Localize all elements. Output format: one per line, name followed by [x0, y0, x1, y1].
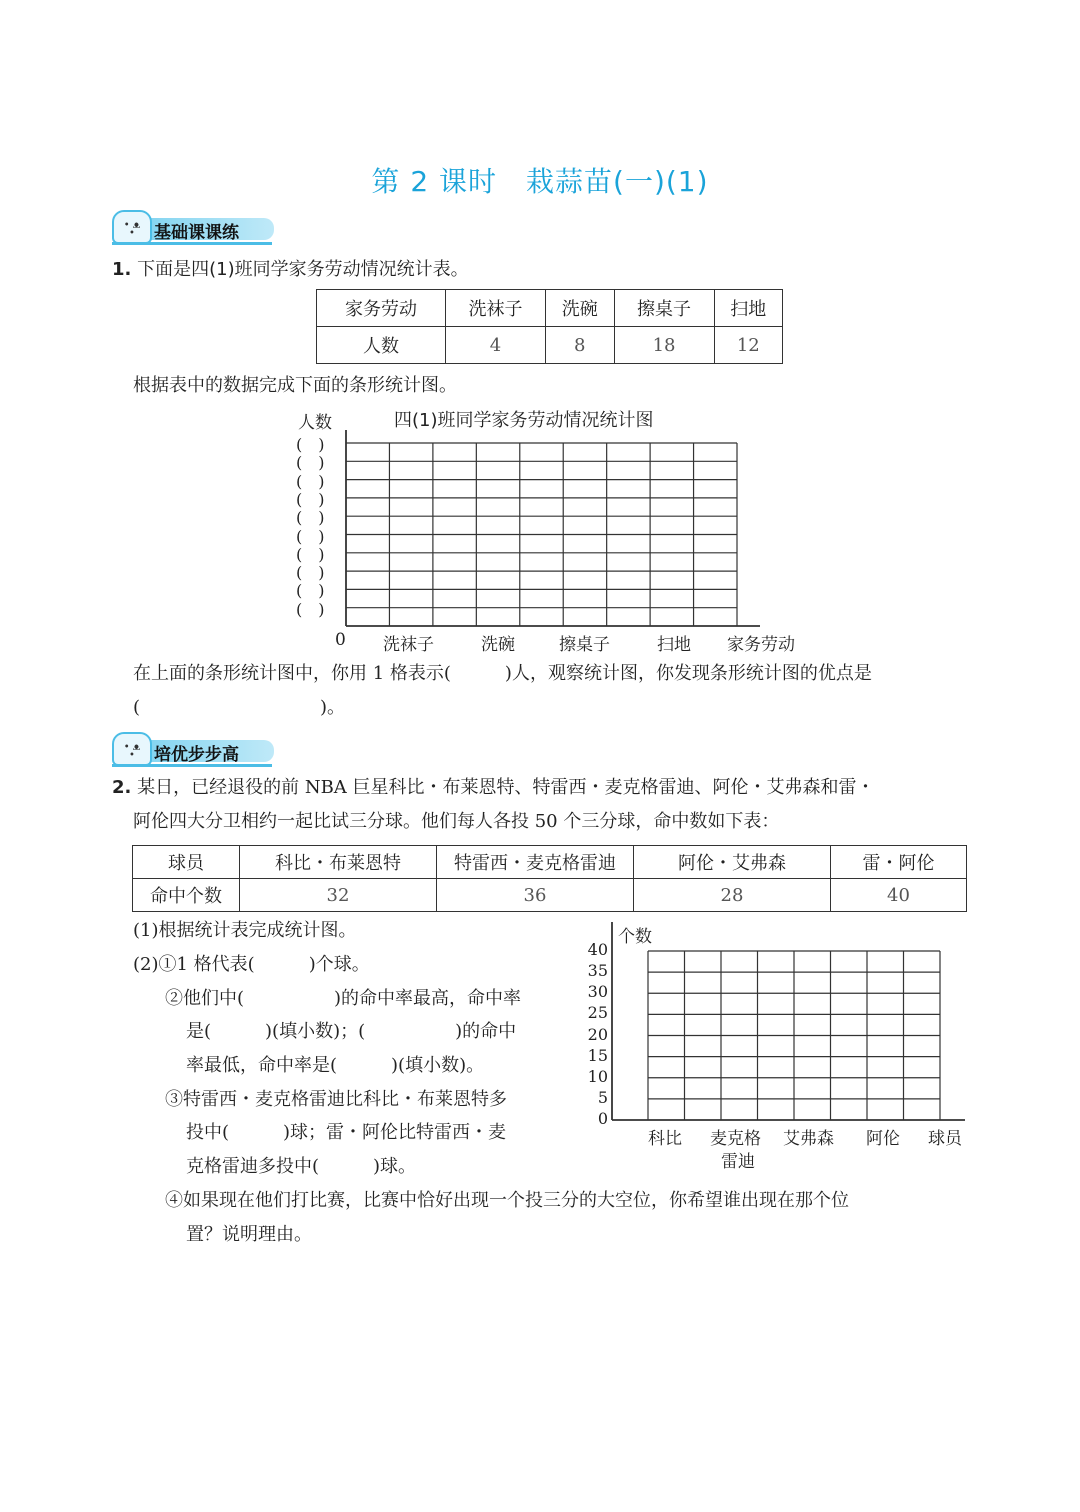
q2-sub2c2: 投中( )球；雷・阿伦比特雷西・麦: [186, 1122, 507, 1143]
table-cell: 家务劳动: [317, 290, 446, 327]
question-number: 2.: [112, 777, 132, 798]
table-cell: 32: [240, 879, 437, 912]
chart2-ylabel: 个数: [618, 927, 652, 947]
q2-sub2b3: 率最低，命中率是( )(填小数)。: [186, 1055, 485, 1076]
table-cell: 40: [831, 879, 967, 912]
chart1-xlabel: 家务劳动: [727, 635, 795, 655]
table-cell: 36: [437, 879, 634, 912]
q1-instruction: 根据表中的数据完成下面的条形统计图。: [133, 375, 457, 396]
y-tick-blank[interactable]: ( ): [296, 471, 325, 491]
y-tick-label: 30: [587, 982, 608, 1002]
table-cell: 特雷西・麦克格雷迪: [437, 846, 634, 879]
table-cell: 扫地: [714, 290, 782, 327]
y-tick-label: 15: [587, 1045, 608, 1065]
y-tick-blank[interactable]: ( ): [296, 453, 325, 473]
bear-icon: • ᴥ •: [112, 210, 152, 244]
q2-sub1: (1)根据统计表完成统计图。: [133, 920, 357, 941]
table-cell: 球员: [133, 846, 240, 879]
chart1-xtick: 擦桌子: [559, 635, 610, 655]
y-tick-label: 10: [587, 1066, 608, 1086]
y-tick-blank[interactable]: ( ): [296, 508, 325, 528]
q2-sub2c1: ③特雷西・麦克格雷迪比科比・布莱恩特多: [165, 1089, 507, 1110]
chart1-ylabel: 人数: [298, 413, 332, 433]
table-cell: 阿伦・艾弗森: [634, 846, 831, 879]
table-cell: 28: [634, 879, 831, 912]
table-cell: 洗袜子: [446, 290, 546, 327]
y-tick-label: 40: [587, 940, 608, 959]
q2-sub2b2: 是( )(填小数)；( )的命中: [186, 1021, 517, 1042]
q2-sub2c3: 克格雷迪多投中( )球。: [186, 1156, 417, 1177]
chart1-title: 四(1)班同学家务劳动情况统计图: [394, 410, 654, 431]
y-tick-blank[interactable]: ( ): [296, 526, 325, 546]
table-cell: 人数: [317, 327, 446, 364]
q1-fill-line2: ( )。: [133, 697, 346, 718]
chart1-xtick: 扫地: [657, 635, 691, 655]
q2-sub2d1: ④如果现在他们打比赛，比赛中恰好出现一个投三分的大空位，你希望谁出现在那个位: [165, 1190, 849, 1211]
section-label: 培优步步高: [154, 745, 239, 765]
page-title: 第 2 课时 栽蒜苗(一)(1): [371, 165, 709, 198]
table-cell: 4: [446, 327, 546, 364]
chart2-xtick: 阿伦: [866, 1129, 900, 1149]
y-tick-blank[interactable]: ( ): [296, 489, 325, 509]
q2-sub2b1: ②他们中( )的命中率最高，命中率: [165, 988, 522, 1009]
y-tick-label: 25: [587, 1003, 608, 1023]
table-cell: 科比・布莱恩特: [240, 846, 437, 879]
y-tick-label: 20: [587, 1024, 608, 1044]
chart1-origin: 0: [335, 630, 346, 650]
y-tick-blank[interactable]: ( ): [296, 544, 325, 564]
bear-icon: • ᴥ •: [112, 732, 152, 766]
chart2-xlabel: 球员: [928, 1129, 962, 1149]
y-tick-blank[interactable]: ( ): [296, 435, 325, 454]
question-2-line2: 阿伦四大分卫相约一起比试三分球。他们每人各投 50 个三分球，命中数如下表：: [133, 811, 780, 832]
y-tick-label: 5: [597, 1087, 608, 1107]
q1-fill-line1: 在上面的条形统计图中，你用 1 格表示( )人，观察统计图，你发现条形统计图的优点是: [133, 663, 872, 684]
table-cell: 擦桌子: [614, 290, 714, 327]
y-tick-blank[interactable]: ( ): [296, 599, 325, 619]
chart2-xtick-line2: 雷迪: [721, 1152, 755, 1172]
question-prompt: 下面是四(1)班同学家务劳动情况统计表。: [137, 259, 469, 280]
chart2-xtick: 艾弗森: [783, 1129, 834, 1149]
q2-sub2a: (2)①1 格代表( )个球。: [133, 954, 370, 975]
y-tick-blank[interactable]: ( ): [296, 581, 325, 601]
chart1-xtick: 洗袜子: [383, 635, 434, 655]
y-tick-label: 0: [597, 1109, 608, 1128]
table-cell: 8: [546, 327, 614, 364]
section-label: 基础课课练: [154, 223, 239, 243]
table-cell: 12: [714, 327, 782, 364]
table-cell: 命中个数: [133, 879, 240, 912]
y-tick-label: 35: [587, 961, 608, 981]
question-number: 1.: [112, 259, 132, 280]
table-cell: 雷・阿伦: [831, 846, 967, 879]
chart1-xtick: 洗碗: [481, 635, 515, 655]
question-text: 某日，已经退役的前 NBA 巨星科比・布莱恩特、特雷西・麦克格雷迪、阿伦・艾弗森和雷・: [137, 777, 875, 798]
y-tick-blank[interactable]: ( ): [296, 563, 325, 583]
chart2-xtick: 科比: [648, 1129, 682, 1149]
chart2-xtick: 麦克格: [710, 1129, 761, 1149]
table-cell: 18: [614, 327, 714, 364]
table-cell: 洗碗: [546, 290, 614, 327]
q2-sub2d2: 置？说明理由。: [186, 1224, 312, 1245]
